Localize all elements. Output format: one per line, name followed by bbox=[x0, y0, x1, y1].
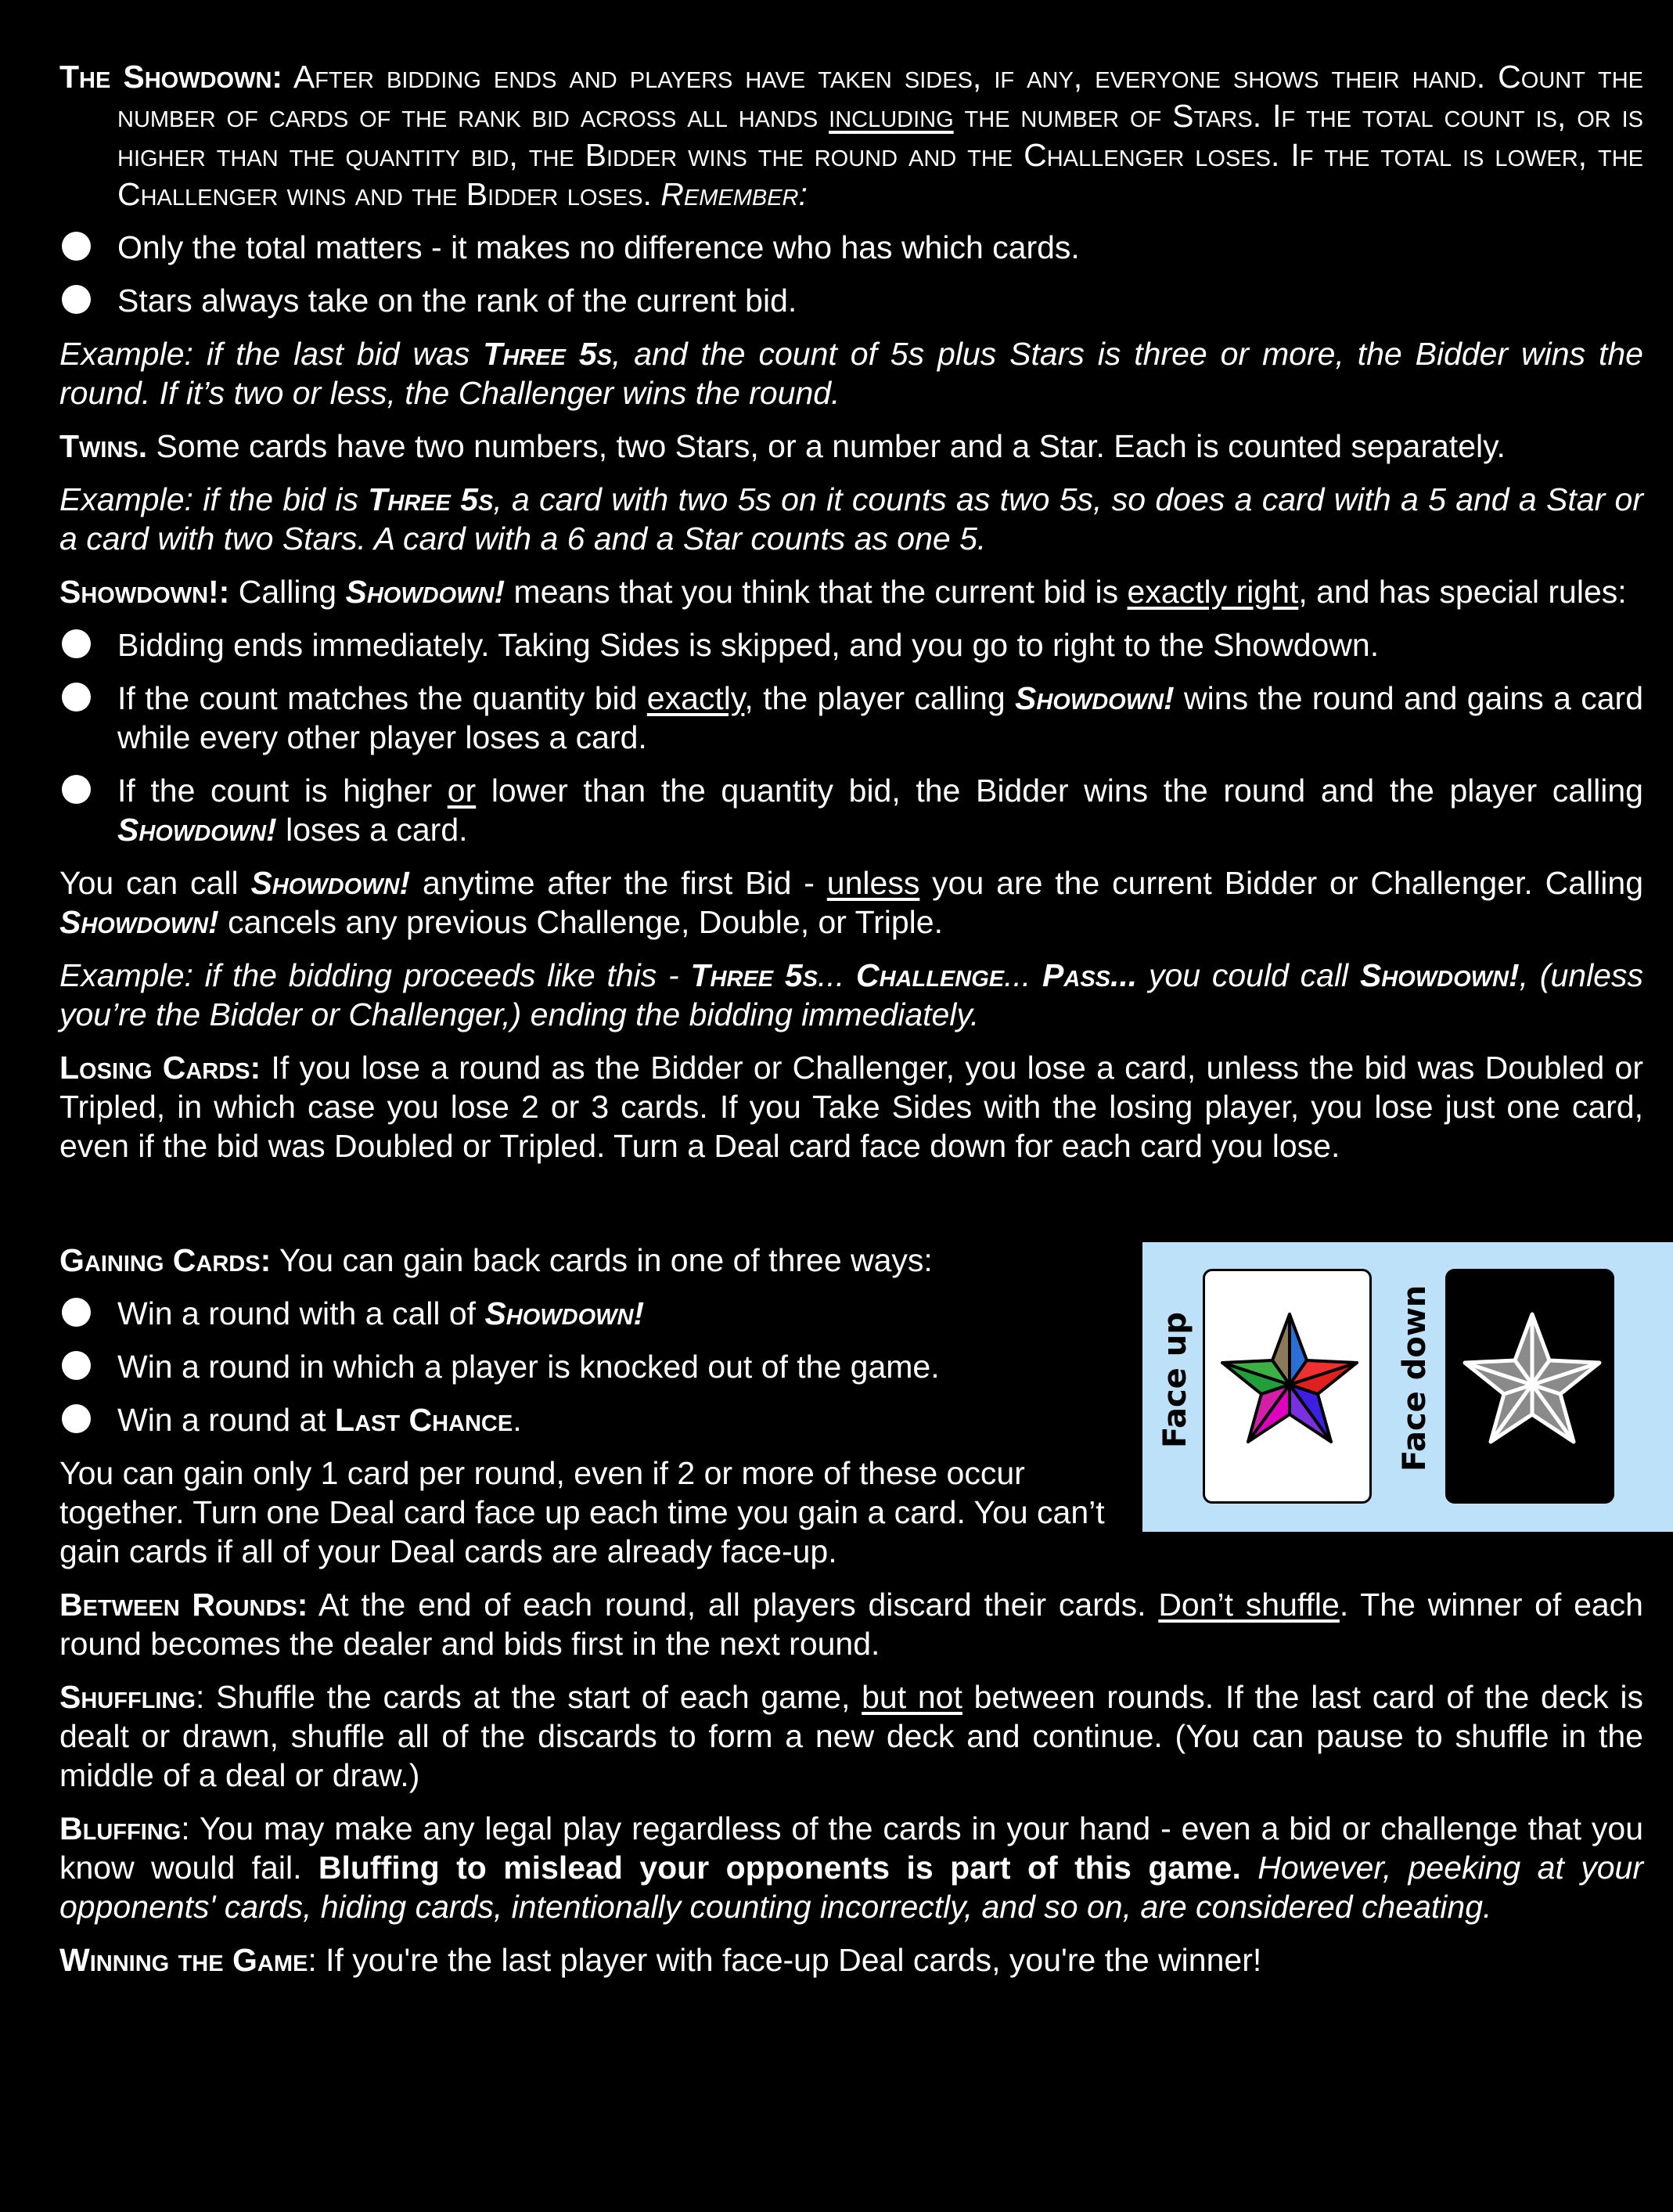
list-item: Only the total matters - it makes no difference who has which cards. bbox=[59, 228, 1643, 267]
bullet-icon bbox=[62, 1404, 91, 1433]
showdown-heading: The Showdown: bbox=[59, 59, 283, 95]
showdown-call-paragraph: Showdown!: Calling Showdown! means that you think that the current bid is exactly right, and has special rules: bbox=[59, 574, 1627, 610]
shuffling-paragraph: Shuffling: Shuffle the cards at the start of each game, but not between rounds. If the last card of the deck is dealt or drawn, shuffle all of the discards to form a new deck and continue. (You can pause to shuffle in the middle of a deal or draw.) bbox=[59, 1679, 1644, 1793]
twins-heading: Twins. bbox=[59, 428, 148, 464]
twins-paragraph: Twins. Some cards have two numbers, two Stars, or a number and a Star. Each is counted separately. bbox=[59, 428, 1506, 464]
bullet-icon bbox=[62, 232, 91, 261]
winning-heading: Winning the Game bbox=[59, 1942, 308, 1978]
bullet-icon bbox=[62, 683, 91, 712]
showdown-call-heading: Showdown!: bbox=[59, 574, 230, 610]
list-item: If the count matches the quantity bid exactly, the player calling Showdown! wins the round and gains a card while every other player loses a card. bbox=[59, 679, 1643, 757]
example-paragraph: Example: if the bid is Three 5s, a card with two 5s on it counts as two 5s, so does a card with a 5 and a Star or a card with two Stars. A card with a 6 and a Star counts as one 5. bbox=[59, 481, 1643, 557]
bullet-icon bbox=[62, 1351, 91, 1380]
list-item: Win a round in which a player is knocked out of the game. bbox=[59, 1347, 1213, 1386]
color-star-icon bbox=[1211, 1306, 1368, 1463]
face-up-card bbox=[1203, 1269, 1372, 1504]
list-item: Win a round with a call of Showdown! bbox=[59, 1294, 1213, 1333]
winning-paragraph: Winning the Game: If you're the last player with face-up Deal cards, you're the winner! bbox=[59, 1942, 1262, 1978]
bullet-icon bbox=[62, 629, 91, 658]
anytime-paragraph: You can call Showdown! anytime after the first Bid - unless you are the current Bidder or Challenger. Calling Showdown! cancels any previous Challenge, Double, or Triple. bbox=[59, 865, 1643, 940]
between-rounds-paragraph: Between Rounds: At the end of each round, all players discard their cards. Don’t shuffle. The winner of each round becomes the dealer and bids first in the next round. bbox=[59, 1587, 1643, 1662]
example-paragraph: Example: if the last bid was Three 5s, and the count of 5s plus Stars is three or more, the Bidder wins the round. If it’s two or less, the Challenger wins the round. bbox=[59, 336, 1643, 411]
gaining-heading: Gaining Cards: bbox=[59, 1242, 272, 1278]
example-paragraph: Example: if the bidding proceeds like this - Three 5s... Challenge... Pass... you could call Showdown!, (unless you’re the Bidder or Challenger,) ending the bidding immediately. bbox=[59, 957, 1643, 1032]
face-down-card bbox=[1445, 1269, 1614, 1504]
gaining-cards-paragraph: Gaining Cards: You can gain back cards in one of three ways: bbox=[59, 1242, 933, 1278]
bullet-icon bbox=[62, 285, 91, 314]
deal-card-illustration bbox=[1142, 1242, 1673, 1532]
list-item: If the count is higher or lower than the quantity bid, the Bidder wins the round and the player calling Showdown! loses a card. bbox=[59, 771, 1643, 849]
between-heading: Between Rounds: bbox=[59, 1587, 308, 1623]
list-item: Win a round at Last Chance. bbox=[59, 1400, 1213, 1439]
list-item: Stars always take on the rank of the current bid. bbox=[59, 281, 1643, 320]
bullet-icon bbox=[62, 1298, 91, 1327]
gray-star-icon bbox=[1454, 1306, 1610, 1463]
bluffing-paragraph: Bluffing: You may make any legal play regardless of the cards in your hand - even a bid or challenge that you know would fail. Bluffing to mislead your opponents is part of this game. However, peeking at your opponents' cards, hiding cards, intentionally counting incorrectly, and so on, are considered cheating. bbox=[59, 1810, 1644, 1925]
losing-heading: Losing Cards: bbox=[59, 1050, 261, 1086]
list-item: Bidding ends immediately. Taking Sides is skipped, and you go to right to the Showdown. bbox=[59, 625, 1643, 665]
face-down-label: Face down bbox=[1397, 1284, 1433, 1472]
gaining-detail-paragraph: You can gain only 1 card per round, even if 2 or more of these occur together. Turn one Deal card face up each time you gain a card. You can’t gain cards if all of your Deal cards are already face-up. bbox=[59, 1455, 1105, 1569]
face-up-label: Face up bbox=[1157, 1312, 1193, 1448]
bullet-icon bbox=[62, 775, 91, 804]
bluffing-heading: Bluffing bbox=[59, 1810, 182, 1846]
shuffling-heading: Shuffling bbox=[59, 1679, 196, 1715]
losing-cards-paragraph: Losing Cards: If you lose a round as the Bidder or Challenger, you lose a card, unless the bid was Doubled or Tripled, in which case you lose 2 or 3 cards. If you Take Sides with the losing player, you lose just one card, even if the bid was Doubled or Tripled. Turn a Deal card face down for each card you lose. bbox=[59, 1050, 1644, 1164]
rules-page bbox=[59, 57, 1643, 1994]
showdown-rule: The Showdown: After bidding ends and players have taken sides, if any, everyone shows their hand. Count the number of cards of the rank bid across all hands including the number of Stars. If the total count is, or is higher than the quantity bid, the Bidder wins the round and the Challenger loses. If the total is lower, the Challenger wins and the Bidder loses. Remember: bbox=[59, 59, 1643, 212]
